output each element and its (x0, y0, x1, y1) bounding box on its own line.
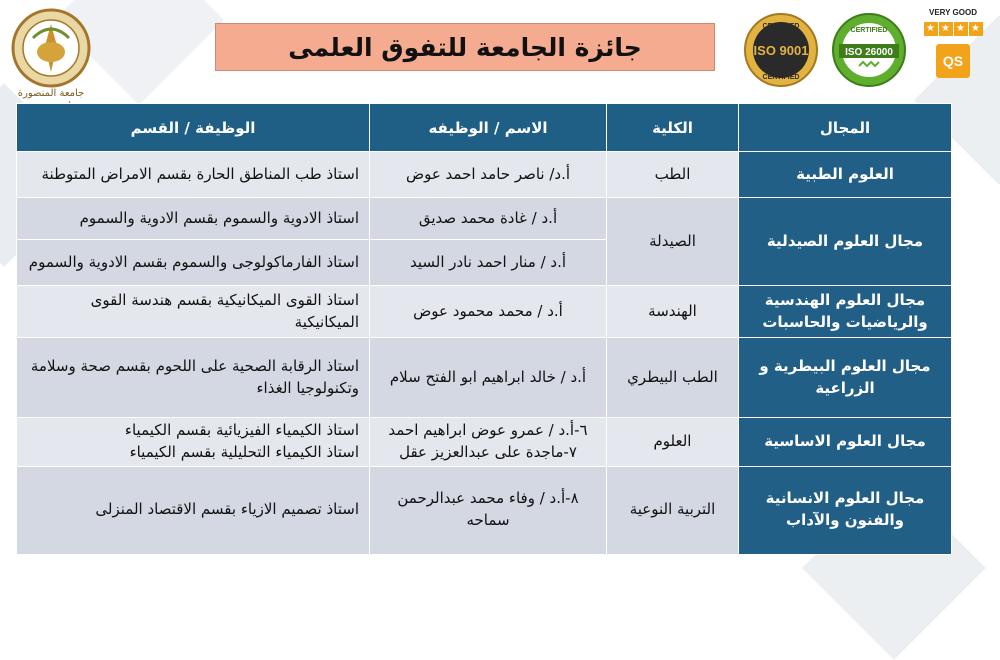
iso-26000-top-text: CERTIFIED (851, 27, 889, 34)
qs-rating-badge (920, 8, 988, 90)
university-logo (8, 2, 96, 110)
job-entry: استاذ الكيمياء الفيزيائية بقسم الكيمياء (125, 421, 360, 439)
name-entry: أ.د/ ناصر حامد احمد عوض (406, 164, 572, 183)
star-icon: ★ (940, 22, 954, 36)
header-job: الوظيفة / القسم (18, 104, 371, 152)
name-entry: ٨-أ.د / وفاء محمد عبدالرحمن سماحه (398, 489, 580, 529)
qs-rating-label: VERY GOOD (929, 8, 978, 17)
row-faculty: الطب البيطري (608, 338, 740, 418)
table-row (18, 198, 953, 240)
logo-text-line-1: جامعة المنصورة (18, 88, 86, 99)
row-name (371, 466, 608, 554)
row-name (371, 286, 608, 338)
star-icon: ★ (970, 22, 984, 36)
table-row (18, 466, 953, 554)
row-job (18, 286, 371, 338)
iso-9001-badge (744, 12, 820, 88)
row-field: مجال العلوم الانسانية والفنون والآداب (740, 466, 953, 554)
qs-logo: QS (937, 44, 971, 78)
name-entry: أ.د / محمد محمود عوض (414, 301, 564, 320)
header-faculty: الكلية (608, 104, 740, 152)
row-job (18, 198, 371, 240)
row-faculty: الطب (608, 152, 740, 198)
name-entry: ٧-ماجدة على عبدالعزيز عقل (400, 442, 578, 461)
row-name (371, 198, 608, 240)
star-icon: ★ (925, 22, 939, 36)
job-entry: استاذ القوى الميكانيكية بقسم هندسة القوى الميكانيكية (91, 290, 360, 331)
awards-table (17, 103, 953, 555)
job-entry: استاذ الكيمياء التحليلية بقسم الكيمياء (130, 442, 360, 461)
qs-stars (920, 22, 988, 36)
row-field: مجال العلوم البيطرية و الزراعية (740, 338, 953, 418)
table-row (18, 418, 953, 467)
name-entry: ٦-أ.د / عمرو عوض ابراهيم احمد (389, 421, 589, 439)
job-entry: استاذ الادوية والسموم بقسم الادوية والسموم (80, 208, 360, 227)
name-entry: أ.د / منار احمد نادر السيد (410, 252, 568, 271)
row-faculty: التربية النوعية (608, 466, 740, 554)
iso-9001-bottom-text: CERTIFIED (763, 74, 801, 81)
page-title: جائزة الجامعة للتفوق العلمى (289, 32, 643, 62)
title-banner (216, 23, 716, 71)
iso-9001-top-text: CERTIFIED (763, 23, 801, 30)
job-entry: استاذ طب المناطق الحارة بقسم الامراض المتوطنة (42, 164, 360, 183)
row-name (371, 338, 608, 418)
row-name (371, 418, 608, 467)
name-entry: أ.د / غادة محمد صديق (419, 208, 559, 227)
row-field: العلوم الطبية (740, 152, 953, 198)
row-name (371, 240, 608, 286)
row-faculty: العلوم (608, 418, 740, 467)
table-row (18, 152, 953, 198)
row-job (18, 152, 371, 198)
row-job (18, 466, 371, 554)
iso-9001-main-text: ISO 9001 (754, 43, 810, 58)
table-header-row (18, 104, 953, 152)
row-field: مجال العلوم الهندسية والرياضيات والحاسبات (740, 286, 953, 338)
row-name (371, 152, 608, 198)
iso-26000-main-text: ISO 26000 (846, 47, 894, 58)
row-job (18, 338, 371, 418)
job-entry: استاذ تصميم الازياء بقسم الاقتصاد المنزلى (96, 500, 360, 519)
header-name: الاسم / الوظيفه (371, 104, 608, 152)
job-entry: استاذ الفارماكولوجى والسموم بقسم الادوية والسموم (29, 252, 360, 271)
row-faculty: الهندسة (608, 286, 740, 338)
row-field: مجال العلوم الصيدلية (740, 198, 953, 286)
row-job (18, 418, 371, 467)
iso-26000-badge (832, 12, 908, 88)
name-entry: أ.د / خالد ابراهيم ابو الفتح سلام (390, 367, 588, 386)
row-faculty: الصيدلة (608, 198, 740, 286)
header-field: المجال (740, 104, 953, 152)
table-row (18, 286, 953, 338)
row-job (18, 240, 371, 286)
job-entry: استاذ الرقابة الصحية على اللحوم بقسم صحة وسلامة وتكنولوجيا الغذاء (31, 356, 360, 397)
row-field: مجال العلوم الاساسية (740, 418, 953, 467)
star-icon: ★ (955, 22, 969, 36)
table-row (18, 338, 953, 418)
